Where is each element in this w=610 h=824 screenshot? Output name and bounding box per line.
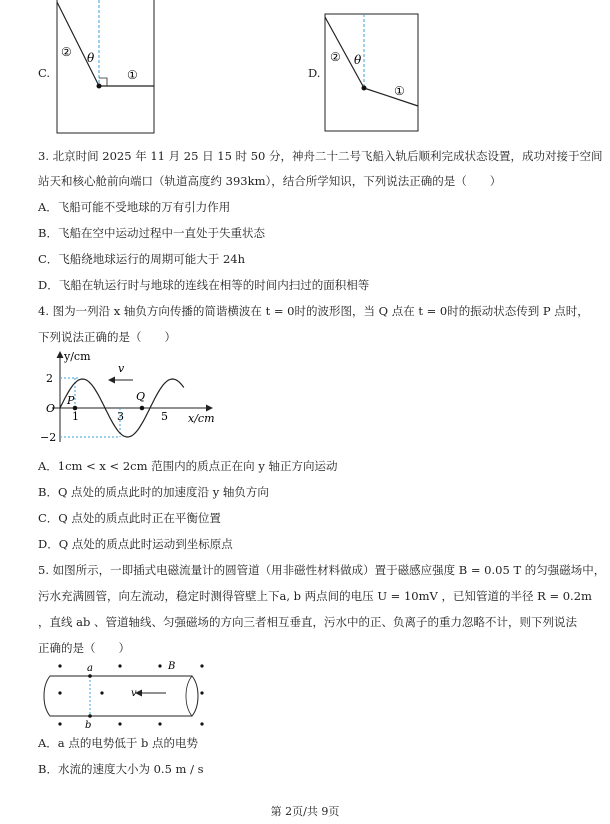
figure-option-d <box>324 13 420 133</box>
label-2: ② <box>330 50 341 64</box>
point-p-label: P <box>67 394 75 407</box>
label-2: ② <box>61 45 72 59</box>
q5-stem-line1: 5. 如图所示，一即插式电磁流量计的圆管道（用非磁性材料做成）置于磁感应强度 B = 0.05 T 的匀强磁场中， <box>38 563 606 577</box>
origin-label: O <box>46 402 56 415</box>
y-axis-label: y/cm <box>64 350 91 363</box>
q3-option-c: C．飞船绕地球运行的周期可能大于 24h <box>38 252 245 266</box>
velocity-label: v <box>118 362 125 375</box>
q5-option-b: B．水流的速度大小为 0.5 m / s <box>38 762 204 776</box>
theta-label: θ <box>354 53 362 67</box>
q5-stem-line2: 污水充满圆管，向左流动，稳定时测得管壁上下a, b 两点间的电压 U = 10mV ，已知管道的半径 R = 0.2m <box>38 589 592 603</box>
q5-stem-line3: ，直线 ab 、管道轴线、匀强磁场的方向三者相互垂直，污水中的正、负离子的重力忽略不计，则下列说法 <box>38 615 578 629</box>
q5-option-a: A．a 点的电势低于 b 点的电势 <box>38 736 198 750</box>
q3-option-b: B．飞船在空中运动过程中一直处于失重状态 <box>38 226 265 240</box>
point-q <box>140 406 145 411</box>
y-tick-2: 2 <box>46 372 53 385</box>
q5-stem-line4: 正确的是（ ） <box>38 641 130 655</box>
label-a: a <box>87 663 93 674</box>
x-tick-5: 5 <box>161 410 168 423</box>
q4-option-b: B．Q 点处的质点此时的加速度沿 y 轴负方向 <box>38 485 269 499</box>
q3-stem-line2: 站天和核心舱前向端口（轨道高度约 393km），结合所学知识，下列说法正确的是（ ） <box>38 174 502 188</box>
q4-option-a: A．1cm < x < 2cm 范围内的质点正在向 y 轴正方向运动 <box>38 459 338 473</box>
x-axis-label: x/cm <box>188 412 215 425</box>
label-1: ① <box>127 68 138 82</box>
figure-option-c <box>55 0 157 136</box>
q3-option-d: D．飞船在轨运行时与地球的连线在相等的时间内扫过的面积相等 <box>38 278 370 292</box>
label-B: B <box>168 661 176 672</box>
y-tick-minus2: −2 <box>40 431 57 444</box>
q4-stem-line1: 4. 图为一列沿 x 轴负方向传播的简谐横波在 t = 0时的波形图，当 Q 点在 t = 0时的振动状态传到 P 点时， <box>38 304 589 318</box>
theta-label: θ <box>87 51 95 65</box>
q5-pipe-figure <box>40 656 210 734</box>
q3-stem-line1: 3. 北京时间 2025 年 11 月 25 日 15 时 50 分，神舟二十二号飞船入轨后顺利完成状态设置，成功对接于空间 <box>38 149 603 163</box>
page-footer: 第 2页/共 9页 <box>270 805 340 818</box>
label-b: b <box>85 720 92 731</box>
label-1: ① <box>394 84 405 98</box>
q4-stem-line2: 下列说法正确的是（ ） <box>38 330 176 344</box>
q4-option-d: D．Q 点处的质点此时运动到坐标原点 <box>38 537 233 551</box>
x-tick-1: 1 <box>72 410 79 423</box>
point-q-label: Q <box>136 390 146 403</box>
option-c-letter: C. <box>38 66 51 80</box>
q4-wave-graph <box>40 348 220 446</box>
q3-option-a: A．飞船可能不受地球的万有引力作用 <box>38 200 231 214</box>
label-v: v <box>131 688 137 699</box>
x-tick-3: 3 <box>117 410 124 423</box>
q4-option-c: C．Q 点处的质点此时正在平衡位置 <box>38 511 221 525</box>
option-d-letter: D. <box>308 66 321 80</box>
